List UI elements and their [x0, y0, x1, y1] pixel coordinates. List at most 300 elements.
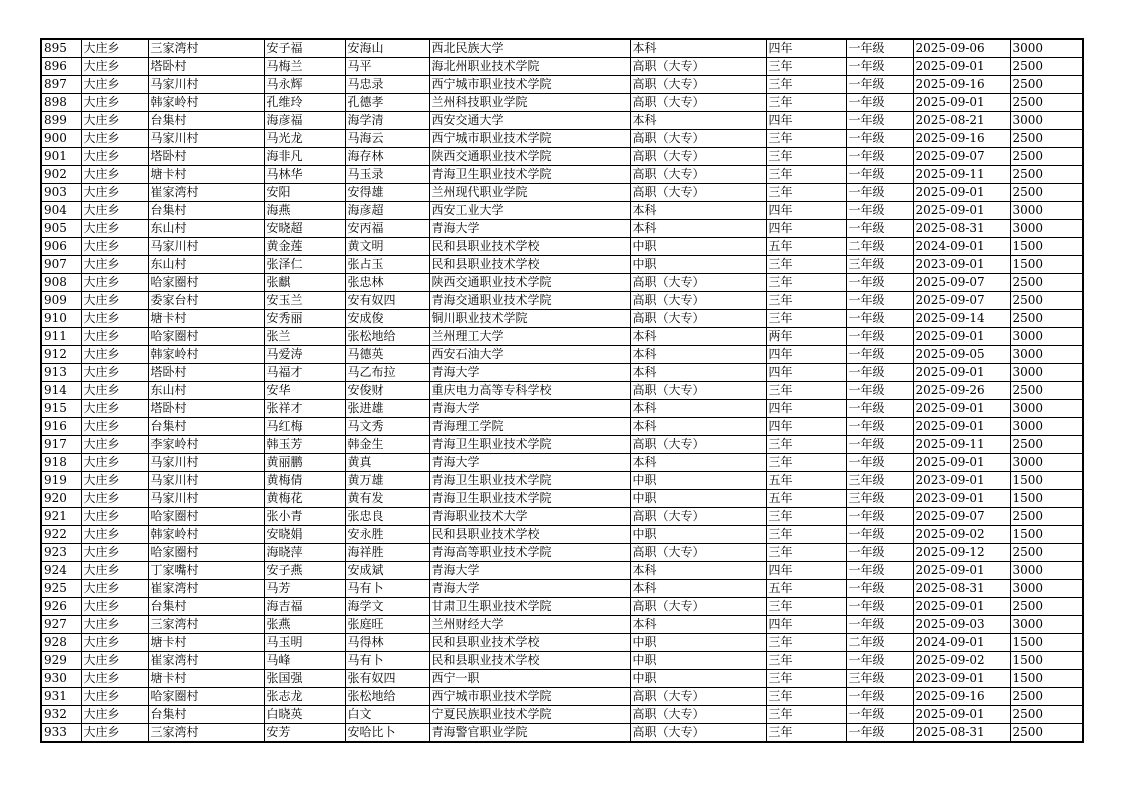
cell-parent-name: 马文秀	[345, 418, 429, 436]
cell-row-number: 919	[41, 472, 81, 490]
table-row	[41, 400, 1083, 418]
cell-parent-name: 白文	[345, 706, 429, 724]
cell-program-length: 四年	[766, 112, 846, 130]
cell-program-length: 三年	[766, 76, 846, 94]
cell-subsidy-amount: 1500	[1010, 652, 1083, 670]
cell-student-name: 张祥才	[264, 400, 345, 418]
cell-grade: 一年级	[846, 112, 913, 130]
cell-education-level: 中职	[630, 526, 766, 544]
cell-grade: 一年级	[846, 364, 913, 382]
cell-village: 塔卧村	[148, 58, 264, 76]
table-row	[41, 256, 1083, 274]
cell-student-name: 张兰	[264, 328, 345, 346]
cell-student-name: 马爱涛	[264, 346, 345, 364]
cell-township: 大庄乡	[81, 166, 148, 184]
cell-education-level: 高职（大专）	[630, 94, 766, 112]
cell-parent-name: 马乙布拉	[345, 364, 429, 382]
cell-enrollment-date: 2025-09-01	[913, 400, 1010, 418]
cell-enrollment-date: 2025-09-01	[913, 202, 1010, 220]
cell-program-length: 四年	[766, 562, 846, 580]
cell-student-name: 安晓娟	[264, 526, 345, 544]
cell-student-name: 张国强	[264, 670, 345, 688]
cell-subsidy-amount: 2500	[1010, 166, 1083, 184]
cell-grade: 三年级	[846, 472, 913, 490]
cell-school: 青海高等职业技术学院	[429, 544, 630, 562]
cell-school: 青海大学	[429, 562, 630, 580]
cell-township: 大庄乡	[81, 598, 148, 616]
cell-student-name: 海彦福	[264, 112, 345, 130]
cell-school: 青海大学	[429, 220, 630, 238]
cell-enrollment-date: 2025-09-01	[913, 454, 1010, 472]
cell-school: 青海大学	[429, 580, 630, 598]
cell-village: 哈家圈村	[148, 544, 264, 562]
cell-village: 马家川村	[148, 454, 264, 472]
cell-row-number: 909	[41, 292, 81, 310]
cell-subsidy-amount: 2500	[1010, 274, 1083, 292]
cell-parent-name: 张松地给	[345, 688, 429, 706]
cell-township: 大庄乡	[81, 526, 148, 544]
cell-school: 海北州职业技术学院	[429, 58, 630, 76]
table-row	[41, 472, 1083, 490]
cell-student-name: 马福才	[264, 364, 345, 382]
cell-subsidy-amount: 3000	[1010, 400, 1083, 418]
cell-township: 大庄乡	[81, 580, 148, 598]
cell-school: 青海卫生职业技术学院	[429, 436, 630, 454]
cell-subsidy-amount: 2500	[1010, 292, 1083, 310]
cell-subsidy-amount: 2500	[1010, 130, 1083, 148]
cell-education-level: 高职（大专）	[630, 130, 766, 148]
cell-education-level: 本科	[630, 364, 766, 382]
cell-education-level: 高职（大专）	[630, 274, 766, 292]
cell-village: 东山村	[148, 220, 264, 238]
cell-program-length: 四年	[766, 400, 846, 418]
cell-grade: 一年级	[846, 616, 913, 634]
cell-parent-name: 马德英	[345, 346, 429, 364]
cell-school: 青海卫生职业技术学院	[429, 472, 630, 490]
cell-village: 三家湾村	[148, 39, 264, 58]
cell-row-number: 924	[41, 562, 81, 580]
cell-student-name: 马玉明	[264, 634, 345, 652]
cell-row-number: 911	[41, 328, 81, 346]
cell-township: 大庄乡	[81, 562, 148, 580]
cell-grade: 一年级	[846, 292, 913, 310]
cell-row-number: 923	[41, 544, 81, 562]
cell-grade: 一年级	[846, 400, 913, 418]
cell-village: 塔卧村	[148, 400, 264, 418]
cell-row-number: 895	[41, 39, 81, 58]
cell-student-name: 张燕	[264, 616, 345, 634]
cell-education-level: 中职	[630, 238, 766, 256]
cell-enrollment-date: 2023-09-01	[913, 490, 1010, 508]
cell-row-number: 931	[41, 688, 81, 706]
table-row	[41, 436, 1083, 454]
cell-row-number: 902	[41, 166, 81, 184]
cell-enrollment-date: 2025-09-16	[913, 130, 1010, 148]
cell-row-number: 910	[41, 310, 81, 328]
cell-school: 陕西交通职业技术学院	[429, 148, 630, 166]
cell-education-level: 高职（大专）	[630, 436, 766, 454]
cell-program-length: 四年	[766, 418, 846, 436]
cell-enrollment-date: 2025-09-11	[913, 436, 1010, 454]
cell-subsidy-amount: 3000	[1010, 112, 1083, 130]
cell-village: 塘卡村	[148, 670, 264, 688]
cell-program-length: 三年	[766, 94, 846, 112]
cell-row-number: 929	[41, 652, 81, 670]
cell-subsidy-amount: 3000	[1010, 562, 1083, 580]
cell-student-name: 安秀丽	[264, 310, 345, 328]
cell-program-length: 五年	[766, 238, 846, 256]
cell-parent-name: 马忠录	[345, 76, 429, 94]
cell-subsidy-amount: 1500	[1010, 670, 1083, 688]
cell-grade: 一年级	[846, 310, 913, 328]
cell-school: 西宁城市职业技术学院	[429, 688, 630, 706]
cell-student-name: 马红梅	[264, 418, 345, 436]
cell-township: 大庄乡	[81, 112, 148, 130]
cell-school: 西宁城市职业技术学院	[429, 76, 630, 94]
cell-village: 崔家湾村	[148, 580, 264, 598]
cell-village: 马家川村	[148, 490, 264, 508]
cell-village: 东山村	[148, 382, 264, 400]
cell-program-length: 三年	[766, 292, 846, 310]
cell-row-number: 917	[41, 436, 81, 454]
cell-subsidy-amount: 3000	[1010, 202, 1083, 220]
table-row	[41, 292, 1083, 310]
table-row	[41, 652, 1083, 670]
cell-village: 李家岭村	[148, 436, 264, 454]
cell-village: 哈家圈村	[148, 688, 264, 706]
cell-subsidy-amount: 3000	[1010, 454, 1083, 472]
cell-program-length: 三年	[766, 598, 846, 616]
cell-grade: 一年级	[846, 39, 913, 58]
cell-township: 大庄乡	[81, 130, 148, 148]
cell-grade: 一年级	[846, 562, 913, 580]
cell-row-number: 905	[41, 220, 81, 238]
table-row	[41, 454, 1083, 472]
table-row	[41, 94, 1083, 112]
cell-student-name: 张泽仁	[264, 256, 345, 274]
cell-subsidy-amount: 1500	[1010, 634, 1083, 652]
cell-parent-name: 张庭旺	[345, 616, 429, 634]
cell-student-name: 安阳	[264, 184, 345, 202]
cell-enrollment-date: 2025-09-05	[913, 346, 1010, 364]
cell-township: 大庄乡	[81, 724, 148, 743]
cell-enrollment-date: 2024-09-01	[913, 238, 1010, 256]
cell-program-length: 五年	[766, 490, 846, 508]
cell-grade: 一年级	[846, 148, 913, 166]
cell-grade: 三年级	[846, 256, 913, 274]
cell-village: 塘卡村	[148, 634, 264, 652]
table-row	[41, 670, 1083, 688]
cell-row-number: 904	[41, 202, 81, 220]
table-row	[41, 184, 1083, 202]
cell-row-number: 915	[41, 400, 81, 418]
cell-row-number: 930	[41, 670, 81, 688]
cell-parent-name: 马平	[345, 58, 429, 76]
cell-grade: 一年级	[846, 382, 913, 400]
cell-program-length: 四年	[766, 364, 846, 382]
cell-program-length: 三年	[766, 724, 846, 743]
cell-grade: 一年级	[846, 580, 913, 598]
cell-grade: 一年级	[846, 94, 913, 112]
cell-school: 青海大学	[429, 454, 630, 472]
cell-parent-name: 马玉录	[345, 166, 429, 184]
cell-township: 大庄乡	[81, 274, 148, 292]
cell-row-number: 925	[41, 580, 81, 598]
cell-education-level: 本科	[630, 202, 766, 220]
cell-grade: 一年级	[846, 58, 913, 76]
cell-village: 塔卧村	[148, 148, 264, 166]
cell-grade: 一年级	[846, 652, 913, 670]
cell-education-level: 高职（大专）	[630, 310, 766, 328]
cell-township: 大庄乡	[81, 382, 148, 400]
table-row	[41, 526, 1083, 544]
cell-grade: 一年级	[846, 454, 913, 472]
cell-parent-name: 安永胜	[345, 526, 429, 544]
cell-program-length: 四年	[766, 616, 846, 634]
cell-subsidy-amount: 2500	[1010, 76, 1083, 94]
cell-program-length: 三年	[766, 130, 846, 148]
cell-village: 东山村	[148, 256, 264, 274]
table-row	[41, 310, 1083, 328]
cell-village: 崔家湾村	[148, 184, 264, 202]
cell-grade: 一年级	[846, 130, 913, 148]
cell-parent-name: 张忠林	[345, 274, 429, 292]
cell-village: 台集村	[148, 112, 264, 130]
cell-row-number: 906	[41, 238, 81, 256]
cell-parent-name: 黄有发	[345, 490, 429, 508]
table-row	[41, 220, 1083, 238]
cell-education-level: 高职（大专）	[630, 706, 766, 724]
cell-program-length: 三年	[766, 652, 846, 670]
cell-student-name: 马芳	[264, 580, 345, 598]
cell-subsidy-amount: 2500	[1010, 544, 1083, 562]
cell-grade: 一年级	[846, 166, 913, 184]
data-table	[40, 38, 1084, 743]
cell-student-name: 安子燕	[264, 562, 345, 580]
cell-enrollment-date: 2023-09-01	[913, 472, 1010, 490]
cell-education-level: 本科	[630, 418, 766, 436]
cell-township: 大庄乡	[81, 364, 148, 382]
cell-education-level: 中职	[630, 472, 766, 490]
cell-student-name: 海晓萍	[264, 544, 345, 562]
cell-school: 西北民族大学	[429, 39, 630, 58]
cell-enrollment-date: 2025-09-07	[913, 508, 1010, 526]
cell-row-number: 898	[41, 94, 81, 112]
cell-subsidy-amount: 1500	[1010, 526, 1083, 544]
cell-education-level: 高职（大专）	[630, 544, 766, 562]
cell-program-length: 三年	[766, 256, 846, 274]
cell-school: 西宁一职	[429, 670, 630, 688]
cell-subsidy-amount: 2500	[1010, 706, 1083, 724]
cell-parent-name: 安成斌	[345, 562, 429, 580]
cell-township: 大庄乡	[81, 544, 148, 562]
cell-school: 青海大学	[429, 400, 630, 418]
cell-township: 大庄乡	[81, 436, 148, 454]
cell-subsidy-amount: 2500	[1010, 310, 1083, 328]
cell-enrollment-date: 2025-09-02	[913, 652, 1010, 670]
cell-student-name: 孔维玲	[264, 94, 345, 112]
cell-parent-name: 马有卜	[345, 580, 429, 598]
cell-village: 台集村	[148, 598, 264, 616]
cell-village: 马家川村	[148, 238, 264, 256]
cell-parent-name: 马得林	[345, 634, 429, 652]
cell-township: 大庄乡	[81, 184, 148, 202]
cell-subsidy-amount: 2500	[1010, 94, 1083, 112]
cell-village: 塘卡村	[148, 166, 264, 184]
cell-township: 大庄乡	[81, 508, 148, 526]
cell-parent-name: 黄真	[345, 454, 429, 472]
cell-program-length: 三年	[766, 670, 846, 688]
cell-program-length: 四年	[766, 220, 846, 238]
cell-village: 塘卡村	[148, 310, 264, 328]
cell-student-name: 海吉福	[264, 598, 345, 616]
cell-village: 马家川村	[148, 472, 264, 490]
cell-enrollment-date: 2024-09-01	[913, 634, 1010, 652]
cell-school: 西安交通大学	[429, 112, 630, 130]
cell-village: 崔家湾村	[148, 652, 264, 670]
cell-student-name: 白晓英	[264, 706, 345, 724]
cell-grade: 三年级	[846, 490, 913, 508]
cell-row-number: 899	[41, 112, 81, 130]
cell-grade: 一年级	[846, 544, 913, 562]
cell-program-length: 四年	[766, 39, 846, 58]
cell-enrollment-date: 2025-09-01	[913, 418, 1010, 436]
table-row	[41, 544, 1083, 562]
cell-grade: 一年级	[846, 598, 913, 616]
cell-row-number: 912	[41, 346, 81, 364]
cell-school: 铜川职业技术学院	[429, 310, 630, 328]
cell-school: 民和县职业技术学校	[429, 256, 630, 274]
cell-school: 重庆电力高等专科学校	[429, 382, 630, 400]
cell-school: 青海理工学院	[429, 418, 630, 436]
cell-parent-name: 黄万雄	[345, 472, 429, 490]
cell-row-number: 903	[41, 184, 81, 202]
cell-education-level: 本科	[630, 328, 766, 346]
cell-enrollment-date: 2025-09-01	[913, 58, 1010, 76]
cell-subsidy-amount: 2500	[1010, 184, 1083, 202]
cell-education-level: 本科	[630, 400, 766, 418]
cell-student-name: 海非凡	[264, 148, 345, 166]
cell-township: 大庄乡	[81, 616, 148, 634]
cell-grade: 二年级	[846, 634, 913, 652]
cell-program-length: 五年	[766, 580, 846, 598]
cell-enrollment-date: 2025-09-12	[913, 544, 1010, 562]
cell-subsidy-amount: 3000	[1010, 220, 1083, 238]
cell-program-length: 四年	[766, 202, 846, 220]
table-row	[41, 166, 1083, 184]
cell-village: 台集村	[148, 418, 264, 436]
cell-school: 西安石油大学	[429, 346, 630, 364]
cell-township: 大庄乡	[81, 94, 148, 112]
cell-parent-name: 马海云	[345, 130, 429, 148]
table-row	[41, 148, 1083, 166]
cell-enrollment-date: 2025-09-07	[913, 292, 1010, 310]
table-row	[41, 490, 1083, 508]
table-row	[41, 616, 1083, 634]
cell-program-length: 三年	[766, 382, 846, 400]
cell-program-length: 三年	[766, 544, 846, 562]
cell-education-level: 高职（大专）	[630, 292, 766, 310]
cell-subsidy-amount: 2500	[1010, 598, 1083, 616]
cell-school: 民和县职业技术学校	[429, 238, 630, 256]
cell-village: 哈家圈村	[148, 328, 264, 346]
cell-student-name: 安子福	[264, 39, 345, 58]
cell-education-level: 本科	[630, 580, 766, 598]
cell-enrollment-date: 2025-09-07	[913, 148, 1010, 166]
cell-parent-name: 张松地给	[345, 328, 429, 346]
cell-township: 大庄乡	[81, 688, 148, 706]
cell-township: 大庄乡	[81, 310, 148, 328]
cell-township: 大庄乡	[81, 418, 148, 436]
cell-row-number: 932	[41, 706, 81, 724]
cell-enrollment-date: 2025-09-06	[913, 39, 1010, 58]
cell-enrollment-date: 2025-09-01	[913, 562, 1010, 580]
table-row	[41, 328, 1083, 346]
cell-parent-name: 孔德孝	[345, 94, 429, 112]
cell-grade: 一年级	[846, 346, 913, 364]
cell-education-level: 高职（大专）	[630, 724, 766, 743]
cell-grade: 一年级	[846, 184, 913, 202]
cell-school: 兰州财经大学	[429, 616, 630, 634]
cell-student-name: 安玉兰	[264, 292, 345, 310]
cell-subsidy-amount: 3000	[1010, 346, 1083, 364]
cell-enrollment-date: 2025-09-03	[913, 616, 1010, 634]
cell-education-level: 高职（大专）	[630, 76, 766, 94]
cell-enrollment-date: 2025-09-26	[913, 382, 1010, 400]
cell-education-level: 高职（大专）	[630, 58, 766, 76]
cell-row-number: 922	[41, 526, 81, 544]
cell-student-name: 马永辉	[264, 76, 345, 94]
cell-parent-name: 安有奴四	[345, 292, 429, 310]
cell-school: 甘肃卫生职业技术学院	[429, 598, 630, 616]
cell-grade: 一年级	[846, 274, 913, 292]
cell-township: 大庄乡	[81, 76, 148, 94]
cell-row-number: 914	[41, 382, 81, 400]
cell-school: 青海交通职业技术学院	[429, 292, 630, 310]
cell-subsidy-amount: 2500	[1010, 508, 1083, 526]
cell-enrollment-date: 2025-09-07	[913, 274, 1010, 292]
table-row	[41, 346, 1083, 364]
cell-program-length: 三年	[766, 454, 846, 472]
cell-education-level: 本科	[630, 562, 766, 580]
cell-enrollment-date: 2025-08-31	[913, 724, 1010, 743]
cell-education-level: 高职（大专）	[630, 382, 766, 400]
cell-student-name: 安芳	[264, 724, 345, 743]
table-row	[41, 508, 1083, 526]
cell-education-level: 本科	[630, 346, 766, 364]
cell-school: 青海卫生职业技术学院	[429, 490, 630, 508]
cell-township: 大庄乡	[81, 292, 148, 310]
cell-student-name: 马梅兰	[264, 58, 345, 76]
cell-row-number: 897	[41, 76, 81, 94]
cell-parent-name: 黄文明	[345, 238, 429, 256]
table-row	[41, 562, 1083, 580]
cell-education-level: 高职（大专）	[630, 184, 766, 202]
cell-enrollment-date: 2025-08-31	[913, 220, 1010, 238]
cell-program-length: 四年	[766, 346, 846, 364]
cell-school: 青海职业技术大学	[429, 508, 630, 526]
cell-parent-name: 张进雄	[345, 400, 429, 418]
cell-education-level: 本科	[630, 220, 766, 238]
cell-township: 大庄乡	[81, 256, 148, 274]
cell-parent-name: 海彦超	[345, 202, 429, 220]
cell-student-name: 黄丽鹏	[264, 454, 345, 472]
cell-township: 大庄乡	[81, 400, 148, 418]
cell-township: 大庄乡	[81, 202, 148, 220]
cell-parent-name: 安哈比卜	[345, 724, 429, 743]
cell-village: 哈家圈村	[148, 508, 264, 526]
cell-education-level: 本科	[630, 39, 766, 58]
